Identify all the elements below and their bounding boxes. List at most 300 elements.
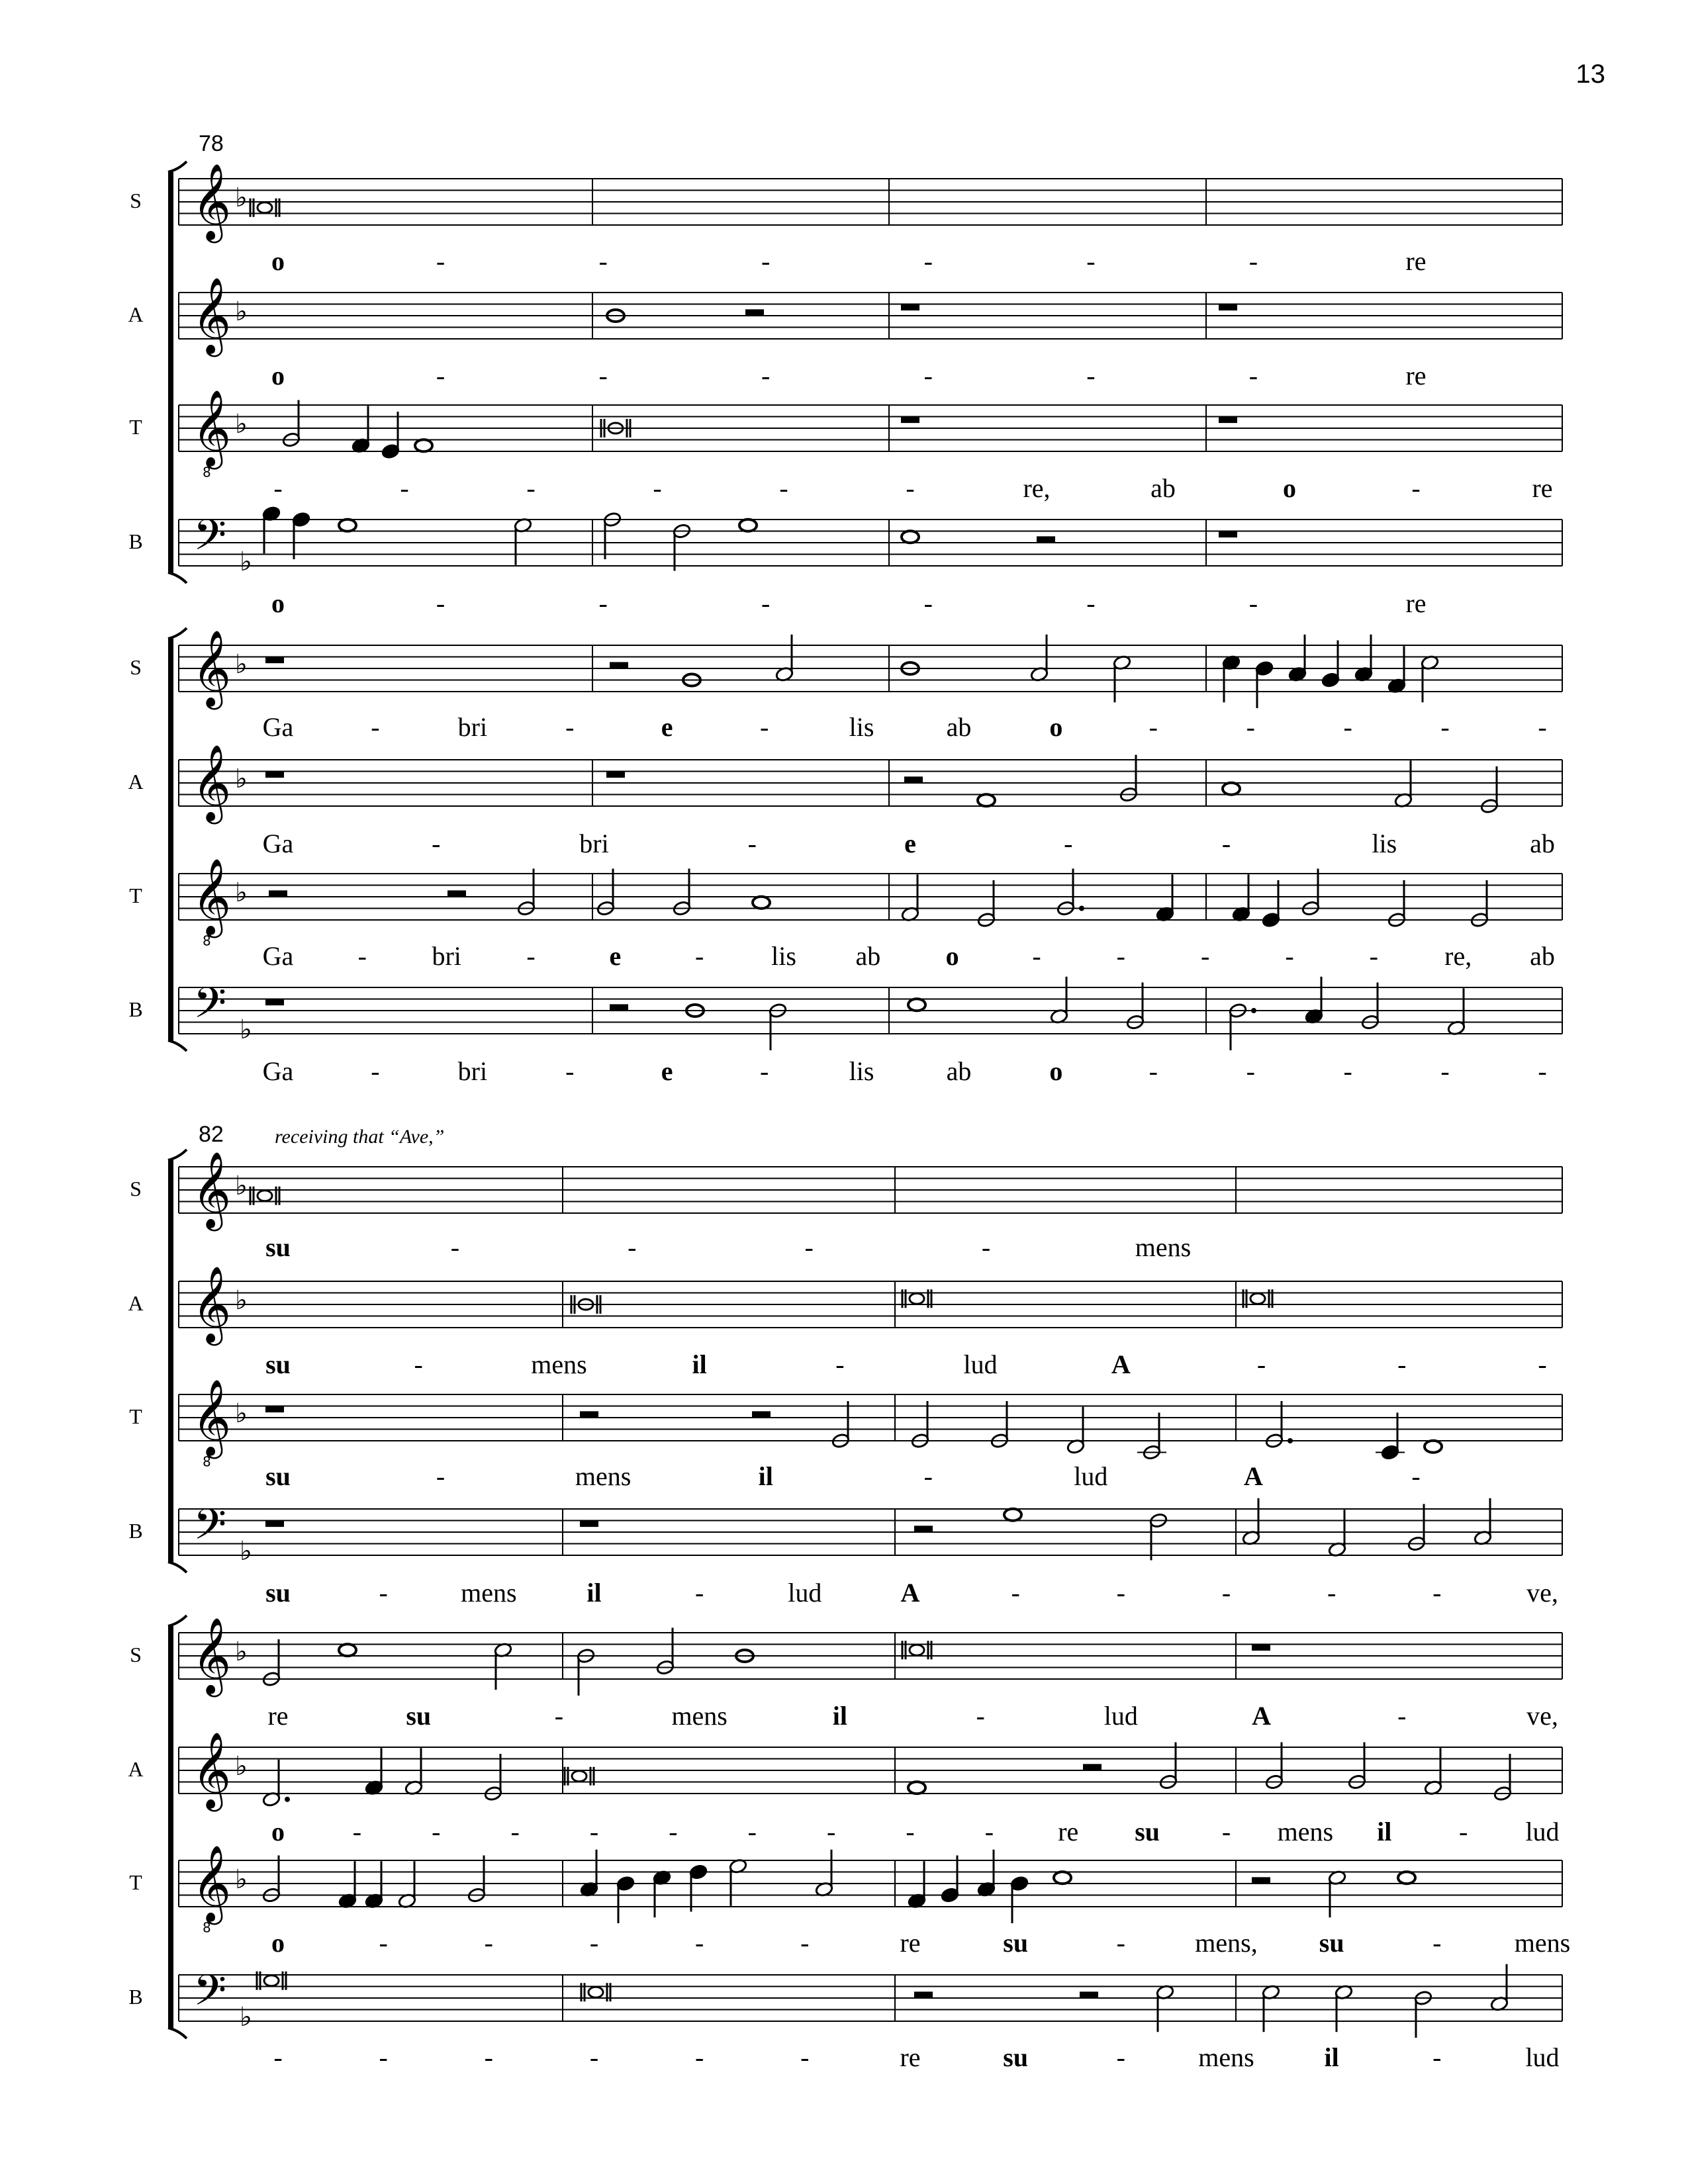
lyric-syllable: re xyxy=(1405,361,1427,390)
staff-t xyxy=(129,1378,1562,1491)
whole-note xyxy=(902,531,919,543)
lyric-syllable: - xyxy=(1011,1578,1020,1608)
bass-clef-icon: 𝄢 xyxy=(193,1500,227,1560)
lyric-syllable: - xyxy=(759,712,769,742)
treble-clef-icon: 𝄞 xyxy=(192,162,232,240)
lyric-syllable: A xyxy=(1111,1349,1131,1379)
lyric-syllable: - xyxy=(273,2042,283,2072)
lyric-syllable: mens xyxy=(575,1461,632,1491)
lyric-syllable: - xyxy=(653,473,662,503)
lyric-syllable: ve, xyxy=(1526,1578,1558,1608)
lyric-syllable: lis xyxy=(771,941,796,971)
measure-number: 78 xyxy=(199,131,224,156)
lyric-syllable: - xyxy=(906,1817,915,1846)
lyric-syllable: - xyxy=(1086,588,1096,618)
voice-label: A xyxy=(128,1291,144,1315)
whole-rest xyxy=(1219,417,1237,424)
lyric-syllable: - xyxy=(1440,712,1450,742)
lyric-syllable: e xyxy=(661,712,673,742)
lyric-syllable: mens xyxy=(1198,2042,1254,2072)
lyric-syllable: su xyxy=(265,1232,291,1262)
choir xyxy=(128,1150,1562,1608)
whole-note xyxy=(908,1782,925,1794)
half-rest xyxy=(447,890,466,897)
lyric-syllable: - xyxy=(526,941,536,971)
whole-rest xyxy=(1219,531,1237,538)
flat-key-signature-icon: ♭ xyxy=(240,2002,252,2032)
lyric-syllable: su xyxy=(265,1461,291,1491)
lyric-syllable: - xyxy=(352,1817,362,1846)
lyric-syllable: su xyxy=(406,1701,432,1731)
staff-t xyxy=(129,857,1562,971)
lyric-syllable: o xyxy=(271,246,285,276)
lyric-syllable: - xyxy=(976,1701,985,1731)
lyric-syllable: - xyxy=(1327,1578,1336,1608)
breve-note xyxy=(258,203,272,213)
bass-clef-icon: 𝄢 xyxy=(193,1966,227,2026)
lyric-syllable: - xyxy=(1032,941,1041,971)
staff-t xyxy=(129,388,1562,503)
system xyxy=(128,1122,1570,2072)
lyric-syllable: - xyxy=(273,473,283,503)
lyric-syllable: - xyxy=(371,712,380,742)
lyric-syllable: - xyxy=(414,1349,423,1379)
lyric-syllable: - xyxy=(1246,1056,1255,1086)
voice-label: S xyxy=(130,1176,142,1201)
lyric-syllable: - xyxy=(1538,1056,1547,1086)
treble-clef-icon: 𝄞 xyxy=(192,1731,232,1809)
flat-key-signature-icon: ♭ xyxy=(240,547,252,577)
whole-rest xyxy=(901,304,919,311)
flat-key-signature-icon: ♭ xyxy=(235,1751,248,1782)
lyric-syllable: il xyxy=(586,1578,602,1608)
lyric-syllable: lis xyxy=(849,1056,874,1086)
lyric-syllable: - xyxy=(800,1928,810,1958)
lyric-syllable: - xyxy=(800,2042,810,2072)
lyric-syllable: lud xyxy=(963,1349,998,1379)
whole-note xyxy=(978,794,995,806)
flat-key-signature-icon: ♭ xyxy=(235,296,248,327)
bass-clef-icon: 𝄢 xyxy=(193,978,227,1038)
lyric-syllable: re, xyxy=(1023,473,1051,503)
lyric-syllable: su xyxy=(265,1578,291,1608)
lyric-syllable: lis xyxy=(849,712,874,742)
whole-note xyxy=(1223,783,1240,795)
lyric-syllable: mens xyxy=(671,1701,727,1731)
lyric-syllable: - xyxy=(598,361,608,390)
octave-eight-icon: 8 xyxy=(203,1453,211,1470)
whole-rest xyxy=(901,417,919,424)
octave-eight-icon: 8 xyxy=(203,464,211,480)
lyric-syllable: - xyxy=(484,1928,493,1958)
lyric-syllable: - xyxy=(1285,941,1294,971)
system xyxy=(128,131,1562,1086)
lyric-syllable: - xyxy=(1343,1056,1352,1086)
voice-label: S xyxy=(130,188,142,212)
lyric-syllable: - xyxy=(436,361,445,390)
lyric-syllable: - xyxy=(1458,1817,1468,1846)
lyric-syllable: bri xyxy=(457,712,488,742)
voice-label: A xyxy=(128,769,144,794)
breve-note xyxy=(588,1987,603,1997)
lyric-syllable: o xyxy=(271,361,285,390)
lyric-syllable: ve, xyxy=(1526,1701,1558,1731)
lyric-syllable: - xyxy=(484,2042,493,2072)
lyric-syllable: - xyxy=(379,1928,388,1958)
lyric-syllable: re xyxy=(267,1701,289,1731)
lyric-syllable: - xyxy=(1256,1349,1266,1379)
half-rest xyxy=(610,662,628,668)
lyric-syllable: - xyxy=(1201,941,1210,971)
half-rest xyxy=(752,1411,771,1418)
staff-s xyxy=(130,1150,1562,1262)
whole-rest xyxy=(580,1521,598,1527)
lyric-syllable: il xyxy=(832,1701,848,1731)
staff-a xyxy=(128,1731,1562,1846)
flat-key-signature-icon: ♭ xyxy=(235,183,248,213)
lyric-syllable: - xyxy=(906,473,915,503)
flat-key-signature-icon: ♭ xyxy=(235,1864,248,1895)
lyric-syllable: mens xyxy=(461,1578,517,1608)
whole-note xyxy=(908,999,925,1011)
lyric-syllable: - xyxy=(1369,941,1378,971)
half-rest xyxy=(580,1411,598,1418)
lyric-syllable: - xyxy=(779,473,788,503)
measure-number: 82 xyxy=(199,1122,224,1147)
lyric-syllable: - xyxy=(923,246,933,276)
lyric-syllable: - xyxy=(1221,1817,1231,1846)
treble-clef-icon: 𝄞 xyxy=(192,1378,232,1456)
lyric-syllable: lud xyxy=(1074,1461,1108,1491)
lyric-syllable: - xyxy=(761,588,771,618)
lyric-syllable: o xyxy=(945,941,959,971)
lyric-syllable: - xyxy=(1246,712,1255,742)
lyric-syllable: su xyxy=(1003,1928,1029,1958)
octave-eight-icon: 8 xyxy=(203,1919,211,1936)
lyric-syllable: mens, xyxy=(1195,1928,1258,1958)
staff-b xyxy=(128,506,1562,618)
lyric-syllable: o xyxy=(1283,473,1296,503)
whole-rest xyxy=(1219,304,1237,311)
half-rest xyxy=(1037,536,1055,543)
lyric-syllable: ab xyxy=(1530,941,1555,971)
voice-label: B xyxy=(128,529,143,553)
staff-b xyxy=(128,1964,1562,2072)
lyric-syllable: Ga xyxy=(262,1056,294,1086)
lyric-syllable: re xyxy=(1405,588,1427,618)
lyric-syllable: lud xyxy=(1525,1817,1560,1846)
lyric-syllable: - xyxy=(589,1928,599,1958)
lyric-syllable: e xyxy=(609,941,622,971)
flat-key-signature-icon: ♭ xyxy=(235,409,248,439)
lyric-syllable: ab xyxy=(946,712,972,742)
whole-note xyxy=(1425,1441,1442,1453)
lyric-syllable: o xyxy=(1049,1056,1063,1086)
staff-b xyxy=(128,1498,1562,1608)
lyric-syllable: il xyxy=(758,1461,773,1491)
lyric-syllable: - xyxy=(826,1817,836,1846)
whole-note xyxy=(753,897,770,909)
lyric-syllable: o xyxy=(271,1817,285,1846)
lyric-syllable: ab xyxy=(855,941,881,971)
whole-note xyxy=(339,520,356,531)
lyric-syllable: - xyxy=(1411,473,1421,503)
voice-label: T xyxy=(129,1870,142,1894)
breve-note xyxy=(258,1191,272,1201)
breve-note xyxy=(572,1771,586,1782)
treble-clef-icon: 𝄞 xyxy=(192,1616,232,1694)
flat-key-signature-icon: ♭ xyxy=(235,764,248,794)
flat-key-signature-icon: ♭ xyxy=(240,1536,252,1567)
voice-label: T xyxy=(129,883,142,907)
lyric-syllable: lud xyxy=(1525,2042,1560,2072)
lyric-syllable: - xyxy=(695,1578,704,1608)
systems-layer xyxy=(128,131,1570,2072)
lyric-syllable: - xyxy=(400,473,409,503)
flat-key-signature-icon: ♭ xyxy=(235,1285,248,1316)
lyric-syllable: - xyxy=(747,1817,757,1846)
lyric-syllable: - xyxy=(1538,712,1547,742)
lyric-syllable: - xyxy=(436,246,445,276)
lyric-syllable: e xyxy=(904,829,916,858)
lyric-syllable: - xyxy=(1411,1461,1421,1491)
lyric-syllable: ab xyxy=(1530,829,1555,858)
lyric-syllable: - xyxy=(598,588,608,618)
half-rest xyxy=(745,309,764,316)
whole-rest xyxy=(265,1406,284,1413)
lyric-syllable: su xyxy=(1135,1817,1160,1846)
lyric-syllable: ab xyxy=(946,1056,972,1086)
choir xyxy=(128,1615,1570,2072)
treble-clef-icon: 𝄞 xyxy=(192,1150,232,1228)
staff-s xyxy=(130,629,1562,742)
lyric-syllable: il xyxy=(1324,2042,1339,2072)
whole-rest xyxy=(265,772,284,778)
lyric-syllable: - xyxy=(1149,1056,1158,1086)
whole-note xyxy=(415,439,432,451)
breve-note xyxy=(910,1645,924,1655)
treble-clef-icon: 𝄞 xyxy=(192,388,232,467)
lyric-syllable: - xyxy=(1149,712,1158,742)
lyric-syllable: - xyxy=(923,1461,933,1491)
lyric-syllable: - xyxy=(669,1817,678,1846)
lyric-syllable: re xyxy=(900,2042,921,2072)
lyric-syllable: - xyxy=(1221,829,1231,858)
whole-rest xyxy=(265,1521,284,1527)
lyric-syllable: - xyxy=(436,588,445,618)
half-rest xyxy=(269,890,287,897)
lyric-syllable: mens xyxy=(1514,1928,1571,1958)
half-rest xyxy=(1080,1991,1098,1998)
half-rest xyxy=(904,776,923,783)
lyric-syllable: mens xyxy=(531,1349,587,1379)
lyric-syllable: - xyxy=(1116,941,1125,971)
lyric-syllable: - xyxy=(1116,1578,1125,1608)
staff-s xyxy=(130,1616,1562,1731)
breve-note xyxy=(910,1293,924,1304)
lyric-syllable: - xyxy=(759,1056,769,1086)
whole-note xyxy=(739,520,757,531)
lyric-syllable: - xyxy=(747,829,757,858)
lyric-syllable: - xyxy=(695,1928,704,1958)
lyric-syllable: Ga xyxy=(262,941,294,971)
lyric-syllable: lud xyxy=(788,1578,822,1608)
breve-note xyxy=(264,1976,279,1986)
lyric-syllable: su xyxy=(265,1349,291,1379)
treble-clef-icon: 𝄞 xyxy=(192,1265,232,1343)
lyric-syllable: - xyxy=(695,941,704,971)
lyric-syllable: - xyxy=(450,1232,460,1262)
lyric-syllable: - xyxy=(984,1817,994,1846)
lyric-syllable: su xyxy=(1319,1928,1344,1958)
lyric-syllable: - xyxy=(695,2042,704,2072)
treble-clef-icon: 𝄞 xyxy=(192,857,232,935)
treble-clef-icon: 𝄞 xyxy=(192,1844,232,1922)
lyric-syllable: - xyxy=(432,1817,441,1846)
lyric-syllable: - xyxy=(761,361,771,390)
voice-label: T xyxy=(129,1404,142,1428)
voice-label: S xyxy=(130,1642,142,1666)
lyric-syllable: - xyxy=(379,1578,388,1608)
treble-clef-icon: 𝄞 xyxy=(192,629,232,707)
lyric-syllable: - xyxy=(589,1817,599,1846)
lyric-syllable: - xyxy=(432,829,441,858)
lyric-syllable: - xyxy=(1086,361,1096,390)
lyric-syllable: - xyxy=(436,1461,445,1491)
lyric-syllable: - xyxy=(1538,1349,1547,1379)
staff-a xyxy=(128,1265,1562,1379)
lyric-syllable: - xyxy=(526,473,536,503)
lyric-syllable: - xyxy=(598,246,608,276)
lyric-syllable: - xyxy=(1432,1578,1442,1608)
lyric-syllable: mens xyxy=(1277,1817,1334,1846)
lyric-syllable: - xyxy=(565,1056,575,1086)
lyric-syllable: re xyxy=(1058,1817,1079,1846)
lyric-syllable: - xyxy=(923,361,933,390)
staff-a xyxy=(128,743,1562,858)
lyric-syllable: - xyxy=(1432,2042,1442,2072)
flat-key-signature-icon: ♭ xyxy=(235,1398,248,1429)
lyric-syllable: A xyxy=(1252,1701,1272,1731)
lyric-syllable: e xyxy=(661,1056,673,1086)
lyric-syllable: re xyxy=(900,1928,921,1958)
treble-clef-icon: 𝄞 xyxy=(192,276,232,354)
lyric-syllable: lud xyxy=(1103,1701,1138,1731)
whole-note xyxy=(1054,1872,1071,1884)
lyric-syllable: Ga xyxy=(262,712,294,742)
voice-label: B xyxy=(128,1984,143,2009)
flat-key-signature-icon: ♭ xyxy=(235,649,248,680)
lyric-syllable: il xyxy=(1377,1817,1392,1846)
lyric-syllable: bri xyxy=(432,941,461,971)
whole-note xyxy=(1004,1509,1021,1521)
treble-clef-icon: 𝄞 xyxy=(192,743,232,821)
voice-label: T xyxy=(129,414,142,439)
voice-label: A xyxy=(128,302,144,326)
lyric-syllable: su xyxy=(1003,2042,1029,2072)
half-rest xyxy=(1083,1764,1102,1770)
half-rest xyxy=(914,1525,933,1532)
half-rest xyxy=(610,1004,628,1011)
choir xyxy=(128,628,1562,1086)
half-rest xyxy=(914,1991,933,1998)
lyric-syllable: - xyxy=(1248,246,1258,276)
lyric-syllable: re xyxy=(1405,246,1427,276)
lyric-syllable: - xyxy=(379,2042,388,2072)
lyric-syllable: - xyxy=(589,2042,599,2072)
lyric-syllable: - xyxy=(510,1817,520,1846)
performance-annotation: receiving that “Ave,” xyxy=(275,1126,445,1148)
lyric-syllable: A xyxy=(900,1578,920,1608)
whole-note xyxy=(339,1644,356,1656)
lyric-syllable: - xyxy=(1248,361,1258,390)
voice-label: S xyxy=(130,655,142,679)
voice-label: B xyxy=(128,1518,143,1543)
lyric-syllable: - xyxy=(1064,829,1073,858)
staff-t xyxy=(129,1844,1570,1958)
bass-clef-icon: 𝄢 xyxy=(193,510,227,570)
whole-rest xyxy=(606,772,625,778)
staff-b xyxy=(128,977,1562,1086)
lyric-syllable: - xyxy=(923,588,933,618)
lyric-syllable: - xyxy=(1221,1578,1231,1608)
lyric-syllable: - xyxy=(565,712,575,742)
whole-note xyxy=(1398,1872,1415,1884)
lyric-syllable: il xyxy=(692,1349,707,1379)
breve-note xyxy=(1250,1293,1265,1304)
flat-key-signature-icon: ♭ xyxy=(240,1015,252,1045)
voice-label: B xyxy=(128,997,143,1021)
lyric-syllable: - xyxy=(804,1232,814,1262)
flat-key-signature-icon: ♭ xyxy=(235,1171,248,1201)
lyric-syllable: re xyxy=(1532,473,1553,503)
lyric-syllable: o xyxy=(271,588,285,618)
lyric-syllable: - xyxy=(371,1056,380,1086)
staff-s xyxy=(130,162,1562,276)
lyric-syllable: lis xyxy=(1372,829,1397,858)
lyric-syllable: - xyxy=(357,941,367,971)
lyric-syllable: - xyxy=(1432,1928,1442,1958)
lyric-syllable: re, xyxy=(1444,941,1472,971)
lyric-syllable: - xyxy=(628,1232,637,1262)
choir xyxy=(128,161,1562,618)
whole-rest xyxy=(1252,1645,1270,1651)
lyric-syllable: bri xyxy=(457,1056,488,1086)
lyric-syllable: - xyxy=(1116,1928,1125,1958)
lyric-syllable: A xyxy=(1243,1461,1263,1491)
staff-a xyxy=(128,276,1562,390)
lyric-syllable: - xyxy=(1248,588,1258,618)
whole-rest xyxy=(265,657,284,664)
flat-key-signature-icon: ♭ xyxy=(235,1637,248,1667)
lyric-syllable: mens xyxy=(1135,1232,1192,1262)
lyric-syllable: - xyxy=(835,1349,845,1379)
lyric-syllable: - xyxy=(1397,1701,1407,1731)
page-number: 13 xyxy=(1575,60,1605,89)
voice-label: A xyxy=(128,1756,144,1781)
lyric-syllable: ab xyxy=(1150,473,1176,503)
lyric-syllable: o xyxy=(1049,712,1063,742)
lyric-syllable: - xyxy=(1397,1349,1407,1379)
lyric-syllable: - xyxy=(1086,246,1096,276)
lyric-syllable: bri xyxy=(579,829,609,858)
lyric-syllable: - xyxy=(554,1701,564,1731)
lyric-syllable: - xyxy=(1116,2042,1125,2072)
lyric-syllable: - xyxy=(981,1232,991,1262)
flat-key-signature-icon: ♭ xyxy=(235,878,248,908)
whole-rest xyxy=(265,999,284,1006)
lyric-syllable: Ga xyxy=(262,829,294,858)
